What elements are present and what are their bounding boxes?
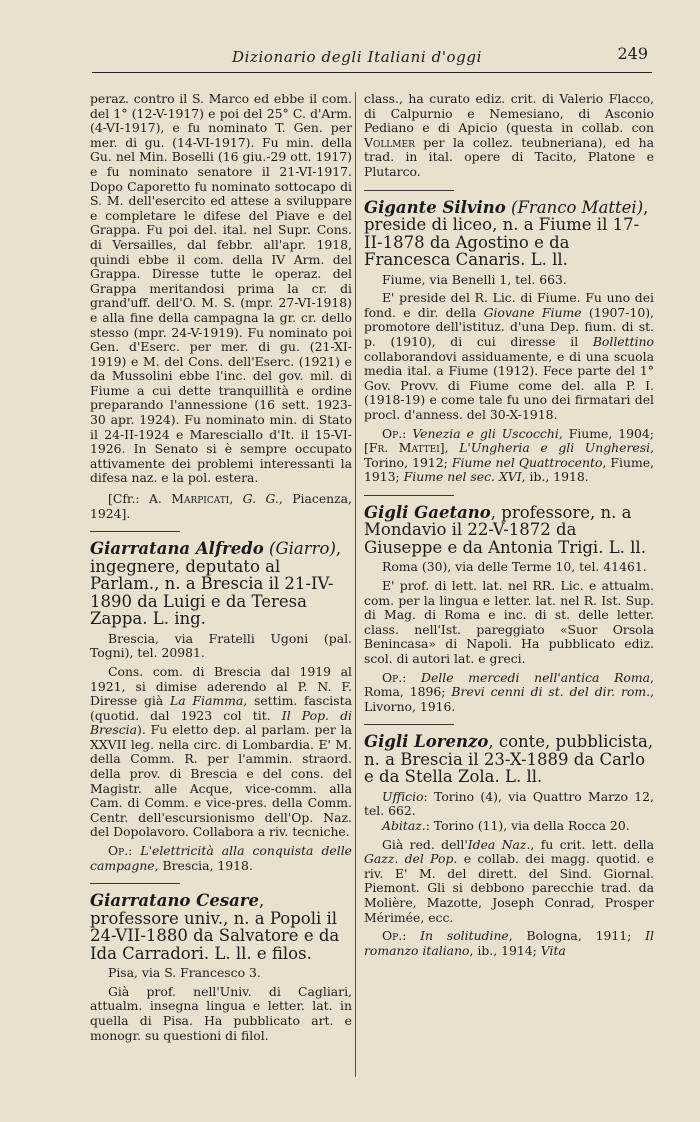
entry-body: Cons. com. di Brescia dal 1919 al 1921, si dimise aderendo al P. N. F. Diresse già La Fiamma, settim. fascista (quotid. dal 1923 col tit. Il Pop. di Brescia). Fu eletto dep. al parlam. per la XXVII leg. nella circ. di Lombardia. E' M. della Comm. R. per l'ammin. straord. della prov. di Brescia e del cons. del Magistr. alle Acque, vice-comm. alla Cam. di Comm. e vice-pres. della Comm. Centr. dell'escursionismo dell'Op. Naz. del Dopolavoro. Collabora a riv. tecniche. [90,663,353,840]
entry-works: Op.: Venezia e gli Uscocchi, Fiume, 1904; [Fr. Mattei], L'Ungheria e gli Ungheresi, Torino, 1912; Fiume nel Quattrocento, Fiume, 1913; Fiume nel sec. XVI, ib., 1918. [364,425,655,485]
entry-separator [90,531,180,532]
entry-separator [90,883,180,884]
entry-gigli-lorenzo [364,733,654,958]
entry-heading: Giarratana Alfredo (Giarro), ingegnere, deputato al Parlam., n. a Brescia il 21-IV-1890 da Luigi e da Teresa Zappa. L. ing. [90,539,342,629]
entry-giarratana-alfredo [90,540,352,873]
entry-separator [364,724,454,725]
entry-gigli-gaetano [364,504,654,714]
entry-address: Brescia, via Fratelli Ugoni (pal. Togni), tel. 20981. [90,630,352,661]
entry-separator [364,495,454,496]
entry-office: Ufficio: Torino (4), via Quattro Marzo 12, tel. 662. [364,788,654,819]
entry-gigante-silvino [364,199,654,485]
entry-address: Pisa, via S. Francesco 3. [108,965,261,981]
entry-body: E' prof. di lett. lat. nel RR. Lic. e attualm. com. per la lingua e letter. lat. nel R. Ist. Sup. di Mag. di Roma e inc. di st. delle letter. class. nell'Ist. pareggiato «Suor Orsola Benincasa» di Napoli. Ha pubblicato ediz. scol. di autori lat. e greci. [364,577,654,666]
entry-heading: Gigante Silvino (Franco Mattei), preside di liceo, n. a Fiume il 17-II-1878 da Agostino e da Francesca Canaris. L. ll. [364,197,649,270]
entry-body: Già prof. nell'Univ. di Cagliari, attualm. insegna lingua e letter. lat. in quella di Pisa. Ha pubblicato art. e monogr. su questioni di filol. [90,983,352,1043]
entry-heading: Giarratano Cesare, professore univ., n. a Popoli il 24-VII-1880 da Salvatore e da Ida Carradori. L. ll. e filos. [90,891,340,963]
entry-address: Fiume, via Benelli 1, tel. 663. [382,271,567,287]
entry-works: Op.: In solitudine, Bologna, 1911; Il romanzo italiano, ib., 1914; Vita [364,928,654,958]
entry-body: E' preside del R. Lic. di Fiume. Fu uno dei fond. e dir. della Giovane Fiume (1907-10), promotore dell'istituz. d'una Dep. fium. di st. p. (1910), di cui diresse il Bollettino collaborandovi assiduamente, e di una scuola media ital. a Fiume (1912). Fece parte del 1° Gov. Provv. di Fiume come del. alla P. I. (1918-19) e come tale fu uno dei firmatari del procl. d'anness. del 30-X-1918. [364,290,654,422]
entry-heading: Gigli Lorenzo, conte, pubblicista, n. a Brescia il 23-X-1889 da Carlo e da Stella Zola. L. ll. [364,732,654,787]
page-number: 249 [617,44,648,63]
column-divider [355,92,356,1077]
right-column [364,92,654,958]
citation: [Cfr.: A. Marpicati, G. G., Piacenza, 1924]. [90,491,352,521]
entry-works: Op.: L'elettricità alla conquista delle campagne, Brescia, 1918. [90,843,352,873]
entry-separator [364,190,454,191]
entry-heading: Gigli Gaetano, professore, n. a Mondavio il 22-V-1872 da Giuseppe e da Antonia Trigi. L. ll. [364,502,646,557]
entry-continuation: peraz. contro il S. Marco ed ebbe il com. del 1° (12-V-1917) e poi del 25° C. d'Arm. (4-VI-1917), e fu nominato T. Gen. per mer. di gu. (14-VI-1917). Fu min. della Gu. nel Min. Boselli (16 giu.-29 ott. 1917) e fu nominato senatore il 21-VI-1917. Dopo Caporetto fu nominato sottocapo di S. M. dell'esercito ed attese a sviluppare e completare le difese del Piave e del Grappa. Fu poi del. ital. nel Supr. Cons. di Versailles, dal febbr. all'apr. 1918, quindi ebbe il com. della IV Arm. del Grappa. Diresse tutte le operaz. del Grappa meritandosi prima la cr. di grand'uff. dell'O. M. S. (mpr. 27-VI-1918) e alla fine della campagna la gr. cr. dello stesso (mpr. 24-V-1919). Fu nominato poi Gen. d'Eserc. per mer. di gu. (21-XI-1919) e M. del Cons. dell'Eserc. (1921) e da Mussolini ebbe l'inc. del gov. mil. di Fiume a cui dette tranquillità e ordine preparando l'annessione (16 sett. 1923-30 apr. 1924). Fu nominato min. di Stato il 24-II-1924 e Maresciallo d'It. il 15-VI-1926. In Senato si è sempre occupato attivamente dei problemi interessanti la difesa naz. e la pol. estera. [90,91,352,486]
running-head [92,44,652,73]
entry-works: Op.: Delle mercedi nell'antica Roma, Roma, 1896; Brevi cenni di st. del dir. rom., Livorno, 1916. [364,669,655,714]
entry-giarratano-cesare [90,892,352,1043]
entry-address: Roma (30), via delle Terme 10, tel. 41461. [382,559,647,575]
left-column [90,92,352,1043]
entry-body: Già red. dell'Idea Naz., fu crit. lett. della Gazz. del Pop. e collab. dei magg. quotid. e riv. E' M. del dirett. del Sind. Giornal. Piemont. Gli si debbono parecchie trad. da Molière, Mazotte, Joseph Conrad, Prosper Mérimée, ecc. [364,836,654,925]
entry-residence: Abitaz.: Torino (11), via della Rocca 20. [382,818,630,833]
running-title: Dizionario degli Italiani d'oggi [232,48,482,66]
entry-continuation: class., ha curato ediz. crit. di Valerio Flacco, di Calpurnio e Nemesiano, di Asconio Pediano e di Apicio (questa in collab. con Vollmer per la collez. teubneriana), ed ha trad. in ital. opere di Tacito, Platone e Plutarco. [364,91,654,179]
